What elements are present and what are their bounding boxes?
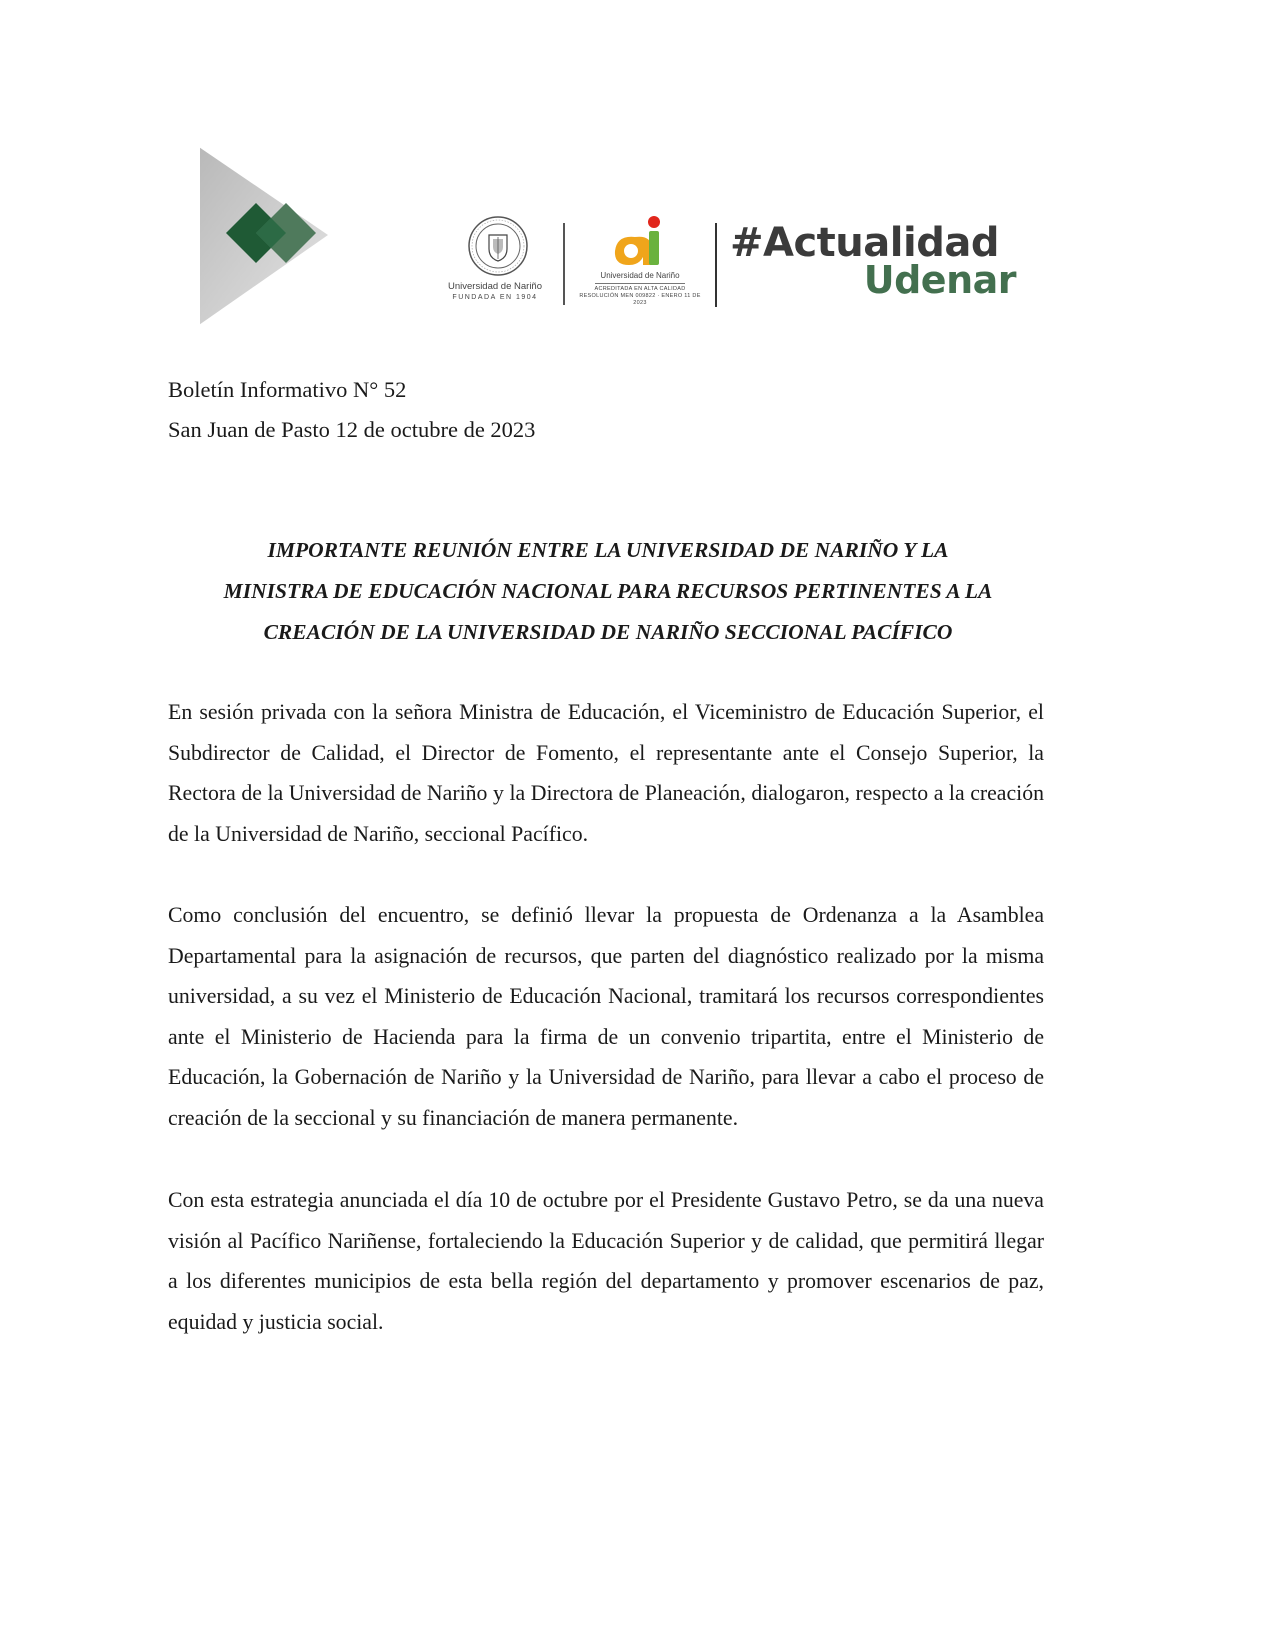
headline-line: CREACIÓN DE LA UNIVERSIDAD DE NARIÑO SECCIONAL PACÍFICO <box>263 620 953 644</box>
body-paragraph: En sesión privada con la señora Ministra de Educación, el Viceministro de Educación Superior, el Subdirector de Calidad, el Director de Fomento, el representante ante el Consejo Superior, la Rectora de la Universidad de Nariño y la Directora de Planeación, dialogaron, respecto a la creación de la Universidad de Nariño, seccional Pacífico. <box>168 700 1044 846</box>
place-date: San Juan de Pasto 12 de octubre de 2023 <box>168 417 536 442</box>
logo-divider <box>715 223 717 307</box>
accreditation-university: Universidad de Nariño <box>600 271 680 280</box>
triangle-diamond-decor-icon <box>200 145 340 345</box>
ai-accreditation-icon <box>605 215 675 273</box>
headline-line: IMPORTANTE REUNIÓN ENTRE LA UNIVERSIDAD DE NARIÑO Y LA <box>267 538 949 562</box>
institution-logos <box>440 215 1060 315</box>
body-paragraph: Como conclusión del encuentro, se definió llevar la propuesta de Ordenanza a la Asamblea Departamental para la asignación de recursos, que parten del diagnóstico realizado por la misma universidad, a su vez el Ministerio de Educación Nacional, tramitará los recursos correspondientes ante el Ministerio de Hacienda para la firma de un convenio tripartita, entre el Ministerio de Educación, la Gobernación de Nariño y la Universidad de Nariño, para llevar a cabo el proceso de creación de la seccional y su financiación de manera permanente. <box>168 903 1044 1130</box>
accreditation-line1: ACREDITADA EN ALTA CALIDAD <box>594 286 686 292</box>
hashtag-line2: Udenar <box>863 258 1016 302</box>
hashtag-line1: #Actualidad <box>730 220 999 266</box>
accreditation-logo <box>575 215 705 315</box>
headline-line: MINISTRA DE EDUCACIÓN NACIONAL PARA RECURSOS PERTINENTES A LA <box>223 579 993 603</box>
bulletin-meta <box>168 370 535 450</box>
accreditation-line2: RESOLUCIÓN MEN 009822 · ENERO 11 DE 2023 <box>579 293 701 306</box>
seal-caption-name: Universidad de Nariño <box>448 281 542 292</box>
body-paragraph: Con esta estrategia anunciada el día 10 de octubre por el Presidente Gustavo Petro, se da una nueva visión al Pacífico Nariñense, fortaleciendo la Educación Superior y de calidad, que permitirá llegar a los diferentes municipios de esta bella región del departamento y promover escenarios de paz, equidad y justicia social. <box>168 1188 1044 1334</box>
seal-caption-founded: FUNDADA EN 1904 <box>452 294 538 301</box>
university-seal-icon <box>467 215 529 277</box>
actualidad-udenar-logo <box>730 221 1050 311</box>
university-seal <box>440 215 550 315</box>
bulletin-number: Boletín Informativo N° 52 <box>168 377 407 402</box>
headline <box>168 530 1048 653</box>
logo-divider <box>563 223 565 305</box>
